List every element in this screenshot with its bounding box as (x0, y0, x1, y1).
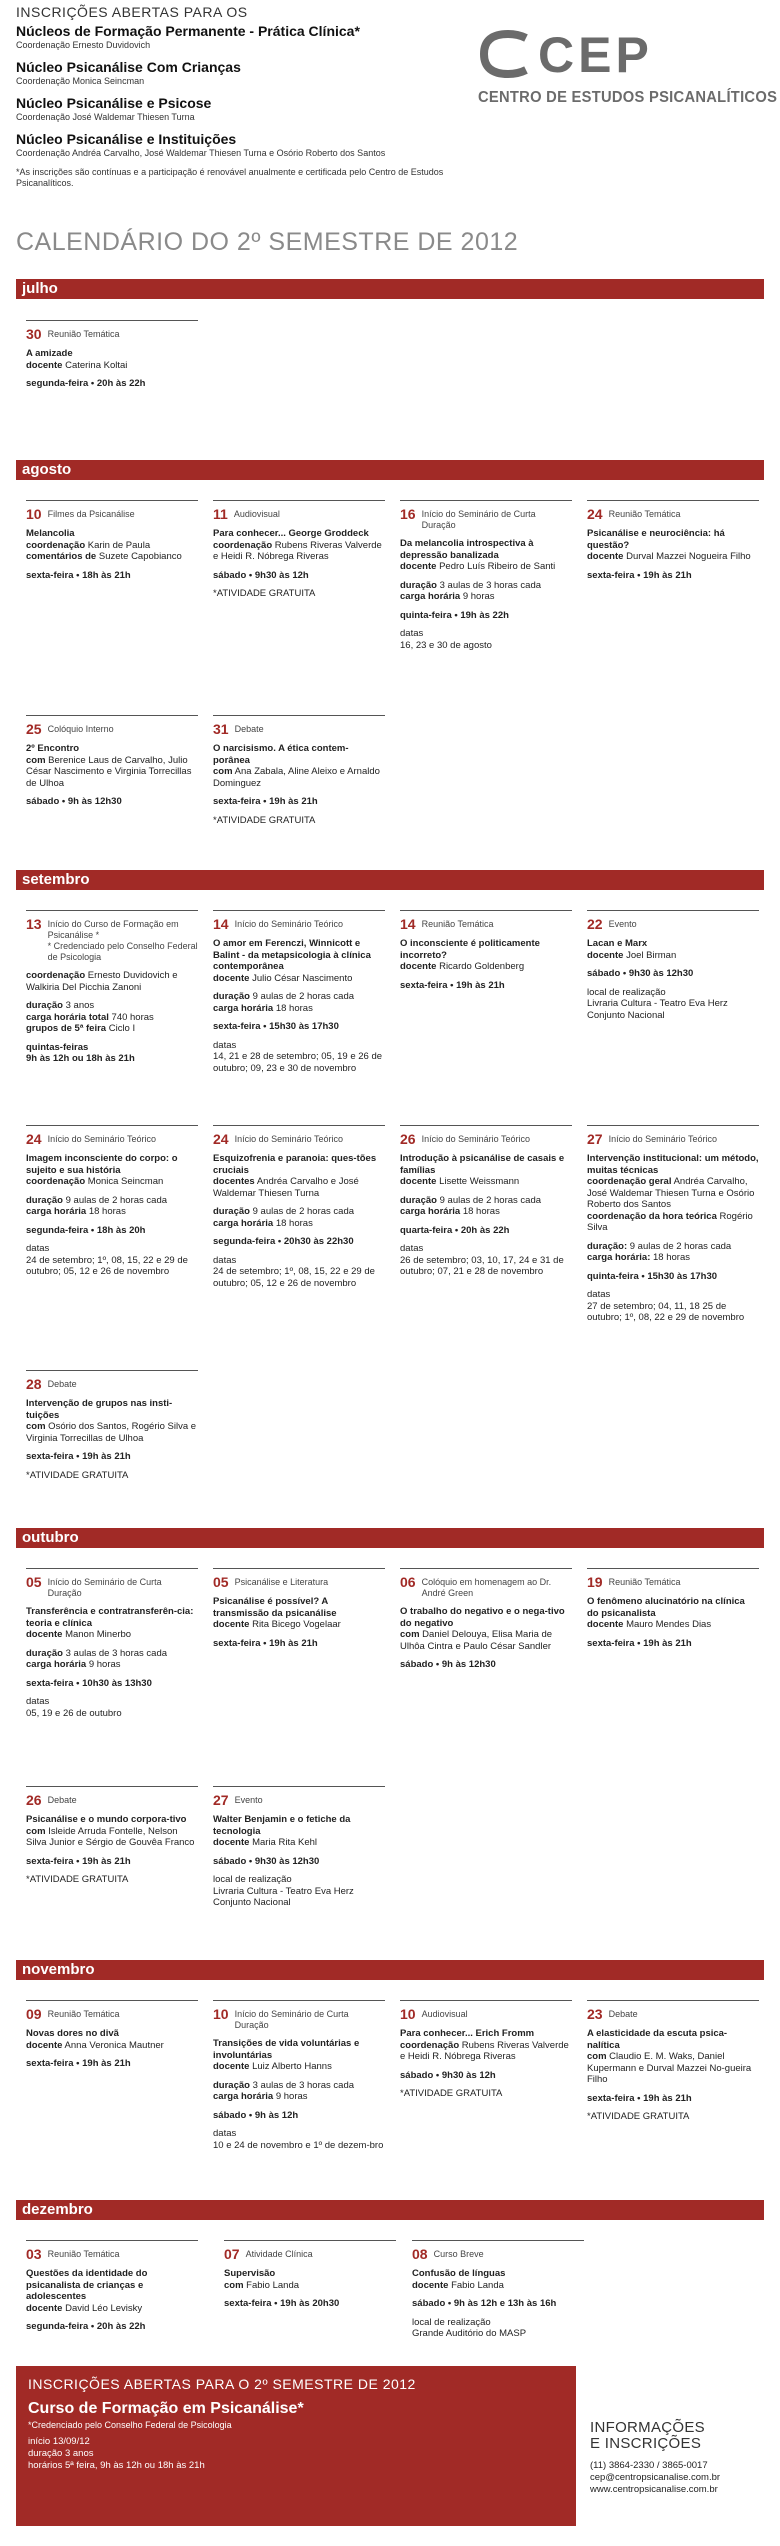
event-card (213, 910, 385, 1081)
event-detail: Questões da identidade do psicanalista de crianças e adolescentes docente David Léo Levisky (26, 2268, 148, 2314)
event-type: Debate (608, 2009, 638, 2019)
event-detail: duração 3 aulas de 3 horas cada carga horária 9 horas (400, 579, 542, 602)
event-header (26, 1377, 198, 1391)
event-card (26, 1125, 198, 1285)
event-day: 22 (587, 916, 603, 932)
event-type: Reunião Temática (421, 919, 494, 929)
event-detail: sexta-feira • 19h às 21h (400, 979, 505, 991)
footer-course-details: início 13/09/12 duração 3 anos horários 5ª feira, 9h às 12h ou 18h às 21h (28, 2436, 205, 2471)
event-detail: O amor em Ferenczi, Winnicott e Balint - da metapsicologia à clínica contemporânea docente Julio César Nascimento (213, 938, 371, 984)
month-bar-setembro (16, 870, 764, 890)
event-detail: sábado • 9h30 às 12h30 (213, 1855, 320, 1867)
event-card (26, 1786, 198, 1893)
event-type: Reunião Temática (47, 2009, 120, 2019)
event-card (400, 2000, 572, 2107)
event-day: 05 (213, 1574, 229, 1590)
event-type: Psicanálise e Literatura (234, 1577, 329, 1587)
event-detail: datas 10 e 24 de novembro e 1º de dezem-bro (213, 2128, 384, 2151)
contact-website[interactable]: www.centropsicanalise.com.br (590, 2484, 718, 2495)
event-type: Audiovisual (421, 2009, 468, 2019)
group-coord-psicose: Coordenação José Waldemar Thiesen Turna (16, 112, 195, 122)
event-header (587, 2007, 759, 2021)
event-detail: Psicanálise e o mundo corpora-tivo com Isleide Arruda Fontelle, Nelson Silva Junior e Sérgio de Gouvêa Franco (26, 1814, 195, 1848)
contact-phone: (11) 3864-2330 / 3865-0017 (590, 2460, 708, 2471)
event-detail: sexta-feira • 10h30 às 13h30 (26, 1677, 152, 1689)
event-header (213, 917, 385, 931)
event-detail: sexta-feira • 18h às 21h (26, 569, 131, 581)
month-bar-agosto (16, 460, 764, 480)
event-day: 10 (26, 506, 42, 522)
footer-course-title: Curso de Formação em Psicanálise* (28, 2400, 304, 2417)
event-day: 26 (400, 1131, 416, 1147)
event-detail: quinta-feira • 19h às 22h (400, 609, 509, 621)
contact-info (590, 2420, 770, 2496)
event-detail: Psicanálise e neurociência: há questão? docente Durval Mazzei Nogueira Filho (587, 528, 751, 562)
event-type: Atividade Clínica (245, 2249, 313, 2259)
event-detail: Novas dores no divã docente Anna Veronica Mautner (26, 2028, 164, 2051)
month-label-agosto: agosto (22, 461, 72, 478)
event-day: 26 (26, 1792, 42, 1808)
event-detail: Intervenção institucional: um método, muitas técnicas coordenação geral Andréa Carvalho, José Waldemar Thiesen Turna e Osório Roberto dos Santos coordenação da hora teórica Rogério Silva (587, 1153, 759, 1233)
event-day: 14 (400, 916, 416, 932)
group-title-criancas: Núcleo Psicanálise Com Crianças (16, 59, 241, 75)
event-detail: sexta-feira • 19h às 21h (213, 796, 318, 807)
event-header (213, 1793, 385, 1807)
month-label-novembro: novembro (22, 1961, 95, 1978)
event-detail: local de realização Grande Auditório do MASP (412, 2316, 527, 2339)
event-detail: *ATIVIDADE GRATUITA (213, 588, 316, 599)
event-day: 24 (26, 1131, 42, 1147)
event-day: 10 (213, 2006, 229, 2022)
month-label-setembro: setembro (22, 871, 90, 888)
event-detail: Transferência e contratransferên-cia: teoria e clínica docente Manon Minerbo (26, 1606, 194, 1640)
event-header (26, 722, 198, 736)
month-bar-dezembro (16, 2200, 764, 2220)
event-detail: sábado • 9h às 12h30 (400, 1659, 496, 1670)
event-header (26, 2007, 198, 2021)
group-coord-criancas: Coordenação Monica Seincman (16, 76, 145, 86)
event-detail: sexta-feira • 15h30 às 17h30 (213, 1021, 339, 1032)
event-day: 28 (26, 1376, 42, 1392)
event-detail: local de realização Livraria Cultura - Teatro Eva Herz Conjunto Nacional (587, 986, 728, 1021)
event-detail: sexta-feira • 19h às 21h (587, 569, 692, 581)
event-detail: sábado • 9h30 às 12h30 (587, 968, 694, 979)
event-card (400, 910, 572, 998)
event-card (26, 320, 198, 397)
event-type: Evento (234, 1795, 263, 1805)
event-detail: duração 3 anos carga horária total 740 horas grupos de 5ª feira Ciclo I (26, 1000, 154, 1034)
event-detail: sábado • 9h às 12h30 (26, 796, 122, 807)
event-detail: Transições de vida voluntárias e involuntárias docente Luiz Alberto Hanns (213, 2038, 360, 2072)
event-detail: sexta-feira • 19h às 21h (26, 1451, 131, 1462)
event-detail: quinta-feira • 15h30 às 17h30 (587, 1270, 718, 1282)
header-note: *As inscrições são contínuas e a participação é renovável anualmente e certificada pelo Centro de Estudos Psicanalíticos. (16, 167, 444, 188)
group-title-psicose: Núcleo Psicanálise e Psicose (16, 95, 212, 111)
event-type: Início do Seminário Teórico (234, 1134, 343, 1144)
event-card (26, 1370, 198, 1488)
event-card (213, 715, 385, 833)
event-day: 14 (213, 916, 229, 932)
event-card (213, 1568, 385, 1656)
contact-email[interactable]: cep@centropsicanalise.com.br (590, 2472, 721, 2483)
event-type: Início do Seminário de Curta Duração (234, 2009, 349, 2030)
event-day: 13 (26, 916, 42, 932)
event-detail: *ATIVIDADE GRATUITA (587, 2111, 690, 2122)
event-card (26, 2000, 198, 2077)
footer-headline: INSCRIÇÕES ABERTAS PARA O 2º SEMESTRE DE 2012 (28, 2376, 416, 2392)
event-detail: Para conhecer... Erich Fromm coordenação Rubens Riveras Valverde e Heidi R. Nóbrega Riveras (400, 2028, 569, 2062)
event-header (400, 1132, 572, 1146)
event-card (26, 500, 198, 588)
event-detail: datas 14, 21 e 28 de setembro; 05, 19 e 26 de outubro; 09, 23 e 30 de novembro (213, 1039, 383, 1074)
event-detail: datas 16, 23 e 30 de agosto (400, 628, 492, 651)
header (16, 4, 486, 189)
event-detail: Supervisão com Fabio Landa (224, 2268, 300, 2291)
event-header (400, 1575, 572, 1599)
event-detail: segunda-feira • 20h às 22h (26, 2321, 146, 2332)
event-type: Início do Seminário Teórico (608, 1134, 717, 1144)
event-header (26, 507, 198, 521)
event-type: Início do Seminário de Curta Duração (47, 1577, 162, 1598)
event-detail: datas 05, 19 e 26 de outubro (26, 1696, 122, 1719)
event-type: Início do Curso de Formação em Psicanálise * * Credenciado pelo Conselho Federal de Psicologia (47, 919, 198, 962)
event-detail: Da melancolia introspectiva à depressão banalizada docente Pedro Luís Ribeiro de Santi (400, 538, 556, 572)
event-header (213, 2007, 385, 2031)
event-detail: O narcisismo. A ética contem-porânea com Ana Zabala, Aline Aleixo e Arnaldo Dominguez (213, 743, 380, 789)
group-title-instituicoes: Núcleo Psicanálise e Instituições (16, 131, 237, 147)
event-detail: *ATIVIDADE GRATUITA (26, 1469, 129, 1481)
event-type: Início do Seminário Teórico (47, 1134, 156, 1144)
event-detail: duração 9 aulas de 2 horas cada carga horária 18 horas (26, 1194, 168, 1217)
footer-course-note: *Credenciado pelo Conselho Federal de Psicologia (28, 2420, 232, 2430)
month-bar-julho (16, 279, 764, 299)
event-card (587, 2000, 759, 2130)
event-detail: sexta-feira • 19h às 21h (587, 1637, 692, 1649)
event-detail: datas 24 de setembro; 1º, 08, 15, 22 e 29 de outubro; 05, 12 e 26 de novembro (213, 1254, 375, 1289)
month-label-outubro: outubro (22, 1529, 79, 1546)
event-type: Filmes da Psicanálise (47, 509, 135, 519)
event-detail: O trabalho do negativo e o nega-tivo do negativo com Daniel Delouya, Elisa Maria de Ulhôa Cintra e Paulo César Sandler (400, 1606, 565, 1652)
event-detail: duração 3 aulas de 3 horas cada carga horária 9 horas (26, 1647, 168, 1670)
event-card (213, 2000, 385, 2158)
event-type: Reunião Temática (47, 2249, 120, 2259)
event-type: Evento (608, 919, 637, 929)
event-type: Colóquio em homenagem ao Dr. André Green (421, 1577, 552, 1598)
event-day: 27 (587, 1131, 603, 1147)
event-header (213, 722, 385, 736)
event-detail: sexta-feira • 19h às 20h30 (224, 2298, 340, 2309)
event-detail: *ATIVIDADE GRATUITA (400, 2088, 503, 2099)
contact-title-1: INFORMAÇÕES (590, 2419, 705, 2436)
event-header (213, 1132, 385, 1146)
event-card (213, 1786, 385, 1916)
event-day: 30 (26, 326, 42, 342)
event-header (400, 2007, 572, 2021)
event-header (26, 1793, 198, 1807)
event-card (587, 1568, 759, 1656)
event-card (26, 910, 198, 1072)
event-detail: Introdução à psicanálise de casais e famílias docente Lisette Weissmann (400, 1153, 565, 1187)
event-detail: Intervenção de grupos nas insti-tuições com Osório dos Santos, Rogério Silva e Virginia Torrecillas de Ulhoa (26, 1398, 197, 1444)
event-type: Início do Seminário de Curta Duração (421, 509, 536, 530)
event-card (587, 500, 759, 588)
group-coord-instituicoes: Coordenação Andréa Carvalho, José Waldemar Thiesen Turna e Osório Roberto dos Santos (16, 148, 386, 158)
event-day: 27 (213, 1792, 229, 1808)
event-detail: O inconsciente é politicamente incorreto? docente Ricardo Goldenberg (400, 938, 540, 972)
event-detail: coordenação Ernesto Duvidovich e Walkiria Del Picchia Zanoni (26, 970, 178, 993)
header-intro: INSCRIÇÕES ABERTAS PARA OS (16, 4, 248, 20)
event-detail: sábado • 9h30 às 12h (400, 2069, 496, 2081)
event-detail: sexta-feira • 19h às 21h (26, 1855, 131, 1867)
event-header (26, 1575, 198, 1599)
event-header (400, 507, 572, 531)
event-type: Debate (47, 1379, 77, 1389)
event-detail: segunda-feira • 20h às 22h (26, 378, 146, 389)
cep-logo-letters: CEP (538, 30, 653, 78)
event-detail: sexta-feira • 19h às 21h (26, 2058, 131, 2069)
event-detail: sábado • 9h30 às 12h (213, 569, 309, 581)
event-card (400, 1568, 572, 1678)
event-detail: Para conhecer... George Groddeck coordenação Rubens Riveras Valverde e Heidi R. Nóbrega Riveras (213, 528, 382, 562)
event-type: Reunião Temática (608, 509, 681, 519)
event-header (587, 1132, 759, 1146)
event-day: 08 (412, 2246, 428, 2262)
event-detail: datas 24 de setembro; 1º, 08, 15, 22 e 29 de outubro; 05, 12 e 26 de novembro (26, 1243, 188, 1277)
month-bar-outubro (16, 1528, 764, 1548)
event-header (224, 2247, 396, 2261)
event-day: 19 (587, 1574, 603, 1590)
event-detail: O fenômeno alucinatório na clínica do psicanalista docente Mauro Mendes Dias (587, 1596, 745, 1630)
event-type: Colóquio Interno (47, 724, 114, 734)
event-detail: local de realização Livraria Cultura - Teatro Eva Herz Conjunto Nacional (213, 1874, 354, 1908)
event-type: Reunião Temática (608, 1577, 681, 1587)
event-detail: duração: 9 aulas de 2 horas cada carga horária: 18 horas (587, 1240, 732, 1263)
month-bar-novembro (16, 1960, 764, 1980)
group-coord-pratica: Coordenação Ernesto Duvidovich (16, 40, 151, 50)
event-day: 31 (213, 721, 229, 737)
event-detail: sexta-feira • 19h às 21h (587, 2092, 692, 2104)
event-detail: *ATIVIDADE GRATUITA (213, 814, 316, 826)
event-day: 24 (587, 506, 603, 522)
event-card (400, 500, 572, 658)
event-detail: duração 9 aulas de 2 horas cada carga horária 18 horas (213, 1206, 355, 1229)
event-detail: Esquizofrenia e paranoia: ques-tões cruciais docentes Andréa Carvalho e José Waldemar Thiesen Turna (213, 1153, 377, 1199)
month-label-julho: julho (22, 280, 58, 297)
cep-logo (478, 30, 778, 107)
event-detail: sexta-feira • 19h às 21h (213, 1637, 318, 1649)
event-type: Curso Breve (433, 2249, 484, 2259)
event-day: 24 (213, 1131, 229, 1147)
event-detail: A amizade docente Caterina Koltai (26, 348, 128, 371)
event-day: 06 (400, 1574, 416, 1590)
event-detail: Psicanálise é possível? A transmissão da psicanálise docente Rita Bicego Vogelaar (213, 1596, 341, 1630)
event-card (26, 2240, 198, 2340)
event-detail: duração 3 aulas de 3 horas cada carga horária 9 horas (213, 2079, 355, 2102)
month-label-dezembro: dezembro (22, 2201, 93, 2218)
event-card (587, 910, 759, 1028)
event-detail: duração 9 aulas de 2 horas cada carga horária 18 horas (400, 1194, 542, 1217)
event-detail: *ATIVIDADE GRATUITA (26, 1874, 129, 1885)
event-day: 16 (400, 506, 416, 522)
event-day: 11 (213, 506, 228, 522)
event-header (26, 917, 198, 963)
event-day: 03 (26, 2246, 42, 2262)
event-header (412, 2247, 584, 2261)
event-card (213, 1125, 385, 1296)
event-detail: Walter Benjamin e o fetiche da tecnologia docente Maria Rita Kehl (213, 1814, 351, 1848)
event-detail: quintas-feiras 9h às 12h ou 18h às 21h (26, 1041, 135, 1064)
event-detail: sábado • 9h às 12h (213, 2109, 299, 2121)
event-type: Início do Seminário Teórico (421, 1134, 530, 1144)
contact-title-2: E INSCRIÇÕES (590, 2435, 702, 2452)
event-detail: datas 26 de setembro; 03, 10, 17, 24 e 31 de outubro; 07, 21 e 28 de novembro (400, 1243, 564, 1277)
calendar-title: CALENDÁRIO DO 2º SEMESTRE DE 2012 (16, 228, 519, 256)
event-header (26, 327, 198, 341)
event-card (400, 1125, 572, 1285)
footer-banner (16, 2366, 576, 2526)
event-detail: A elasticidade da escuta psica-nalítica com Claudio E. M. Waks, Daniel Kupermann e Durval Mazzei No-gueira Filho (587, 2028, 752, 2085)
event-detail: duração 9 aulas de 2 horas cada carga horária 18 horas (213, 991, 355, 1014)
event-card (224, 2240, 396, 2317)
event-header (587, 917, 759, 931)
event-day: 23 (587, 2006, 603, 2022)
event-header (26, 1132, 198, 1146)
group-title-pratica: Núcleos de Formação Permanente - Prática Clínica* (16, 23, 360, 39)
event-type: Audiovisual (233, 509, 280, 519)
event-card (412, 2240, 584, 2347)
event-header (213, 1575, 385, 1589)
event-card (26, 715, 198, 815)
event-header (400, 917, 572, 931)
event-type: Debate (47, 1795, 77, 1805)
event-detail: Imagem inconsciente do corpo: o sujeito e sua história coordenação Monica Seincman (26, 1153, 178, 1187)
event-detail: quarta-feira • 20h às 22h (400, 1224, 510, 1236)
event-card (587, 1125, 759, 1331)
event-header (213, 507, 385, 521)
event-day: 25 (26, 721, 42, 737)
event-card (26, 1568, 198, 1726)
event-day: 10 (400, 2006, 416, 2022)
event-header (587, 1575, 759, 1589)
event-detail: segunda-feira • 20h30 às 22h30 (213, 1236, 354, 1247)
event-header (26, 2247, 198, 2261)
event-detail: segunda-feira • 18h às 20h (26, 1224, 146, 1236)
event-day: 09 (26, 2006, 42, 2022)
event-day: 07 (224, 2246, 240, 2262)
event-type: Debate (234, 724, 264, 734)
event-detail: Confusão de línguas docente Fabio Landa (412, 2268, 506, 2291)
cep-logo-subtitle: CENTRO DE ESTUDOS PSICANALÍTICOS (478, 89, 778, 106)
event-day: 05 (26, 1574, 42, 1590)
event-detail: sábado • 9h às 12h e 13h às 16h (412, 2298, 557, 2309)
event-detail: Melancolia coordenação Karin de Paula comentários de Suzete Capobianco (26, 528, 182, 562)
event-card (213, 500, 385, 607)
event-header (587, 507, 759, 521)
event-detail: Lacan e Marx docente Joel Birman (587, 938, 677, 961)
cep-logo-mark (478, 30, 768, 78)
event-detail: datas 27 de setembro; 04, 11, 18 25 de outubro; 1º, 08, 22 e 29 de novembro (587, 1289, 745, 1323)
event-type: Reunião Temática (47, 329, 120, 339)
event-type: Início do Seminário Teórico (234, 919, 343, 929)
event-detail: 2º Encontro com Berenice Laus de Carvalho, Julio César Nascimento e Virginia Torrecillas de Ulhoa (26, 743, 192, 789)
